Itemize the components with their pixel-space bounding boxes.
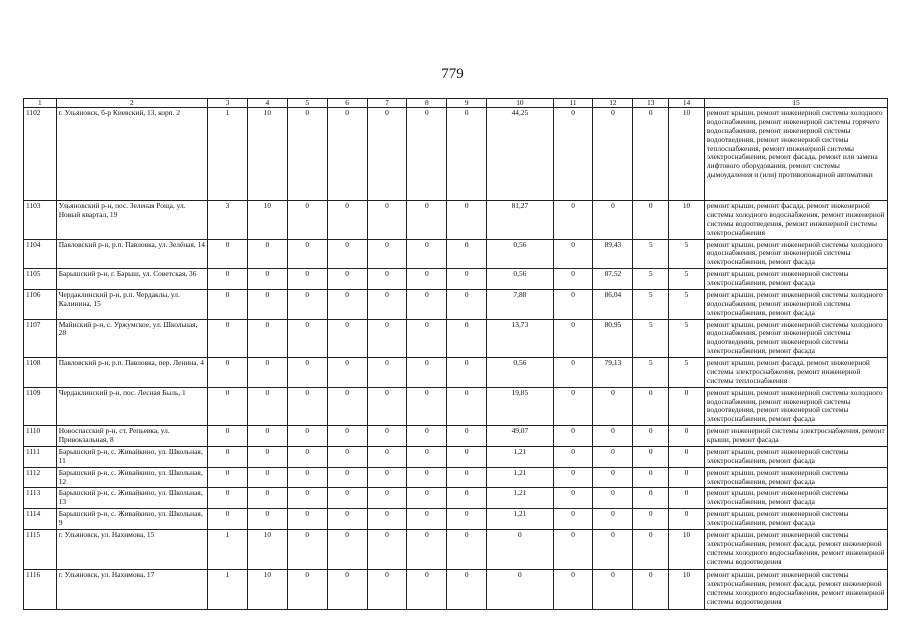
cell-value: 13,73 xyxy=(487,319,553,358)
cell-value: 0 xyxy=(447,201,487,240)
cell-works: ремонт инженерной системы электроснабжения, ремонт крыши, ремонт фасада xyxy=(704,426,887,447)
cell-address: Барышский р-н, с. Живайкино, ул. Школьная, 9 xyxy=(56,509,207,530)
cell-value: 0 xyxy=(327,387,367,426)
cell-value: 0 xyxy=(367,108,407,201)
cell-works: ремонт крыши, ремонт инженерной системы электроснабжения, ремонт фасада, ремонт инженерной системы холодного водоснабжения, ремонт инженерной системы водоотведения xyxy=(704,529,887,569)
cell-value: 80,95 xyxy=(593,319,633,358)
cell-works: ремонт крыши, ремонт инженерной системы холодного водоснабжения, ремонт инженерной системы водоотведения, ремонт инженерной системы электроснабжения, ремонт фасада xyxy=(704,319,887,358)
cell-address: Майнский р-н, с. Уржумское, ул. Школьная, 28 xyxy=(56,319,207,358)
cell-value: 0 xyxy=(367,387,407,426)
cell-value: 0 xyxy=(287,529,327,569)
cell-address: Барышский р-н, с. Живайкино, ул. Школьная, 13 xyxy=(56,488,207,509)
cell-works: ремонт крыши, ремонт инженерной системы холодного водоснабжения, ремонт инженерной системы горячего водоснабжения, ремонт инженерной системы водоотведения, ремонт инженерной системы теплоснабжения, ремонт инженерной системы электроснабжения, ремонт фасада, ремонт или замена лифтового оборудования, ремонт системы дымоудаления и (или) противопожарной автоматики xyxy=(704,108,887,201)
cell-value: 0 xyxy=(287,488,327,509)
cell-value: 0 xyxy=(327,269,367,290)
cell-value: 0 xyxy=(247,239,287,269)
cell-value: 0 xyxy=(247,319,287,358)
cell-value: 0 xyxy=(367,446,407,467)
cell-value: 3 xyxy=(208,201,248,240)
cell-value: 0 xyxy=(367,358,407,388)
cell-value: 0 xyxy=(287,358,327,388)
cell-value: 0 xyxy=(208,289,248,319)
cell-address: Ульяновский р-н, пос. Зеленая Роща, ул. Новый квартал, 19 xyxy=(56,201,207,240)
cell-value: 0 xyxy=(553,289,593,319)
table-row xyxy=(24,319,888,358)
cell-value: 0 xyxy=(553,358,593,388)
cell-value: 0 xyxy=(553,387,593,426)
cell-value: 87,52 xyxy=(593,269,633,290)
cell-value: 0 xyxy=(327,569,367,609)
cell-value: 0 xyxy=(447,289,487,319)
cell-value: 0 xyxy=(208,239,248,269)
cell-value: 0 xyxy=(593,509,633,530)
cell-value: 0 xyxy=(327,529,367,569)
column-header: 12 xyxy=(593,99,633,108)
cell-works: ремонт крыши, ремонт инженерной системы холодного водоснабжения, ремонт инженерной системы электроснабжения, ремонт фасада xyxy=(704,289,887,319)
cell-value: 81,27 xyxy=(487,201,553,240)
cell-value: 0 xyxy=(327,426,367,447)
cell-value: 0,56 xyxy=(487,358,553,388)
cell-address: г. Ульяновск, б-р Киевский, 13, корп. 2 xyxy=(56,108,207,201)
cell-value: 5 xyxy=(669,358,705,388)
cell-id: 1114 xyxy=(24,509,57,530)
cell-value: 0 xyxy=(553,467,593,488)
cell-value: 0 xyxy=(208,319,248,358)
cell-value: 1,21 xyxy=(487,509,553,530)
cell-id: 1104 xyxy=(24,239,57,269)
table-row xyxy=(24,269,888,290)
cell-id: 1103 xyxy=(24,201,57,240)
header-row xyxy=(24,99,888,108)
cell-value: 5 xyxy=(669,319,705,358)
cell-value: 0 xyxy=(669,446,705,467)
cell-value: 86,04 xyxy=(593,289,633,319)
cell-value: 0 xyxy=(367,509,407,530)
cell-value: 0 xyxy=(208,467,248,488)
cell-value: 10 xyxy=(669,201,705,240)
cell-value: 0 xyxy=(208,269,248,290)
cell-id: 1111 xyxy=(24,446,57,467)
cell-value: 0 xyxy=(247,269,287,290)
cell-value: 0 xyxy=(367,239,407,269)
cell-value: 0 xyxy=(447,319,487,358)
cell-value: 0 xyxy=(327,509,367,530)
cell-value: 0 xyxy=(287,289,327,319)
cell-value: 10 xyxy=(247,108,287,201)
cell-works: ремонт крыши, ремонт инженерной системы электроснабжения, ремонт фасада xyxy=(704,467,887,488)
cell-value: 0 xyxy=(553,426,593,447)
cell-value: 0 xyxy=(553,269,593,290)
cell-value: 0 xyxy=(669,509,705,530)
cell-value: 0 xyxy=(208,387,248,426)
cell-address: Барышский р-н, г. Барыш, ул. Советская, 36 xyxy=(56,269,207,290)
cell-value: 0 xyxy=(633,426,669,447)
table-row xyxy=(24,108,888,201)
cell-value: 0 xyxy=(287,201,327,240)
cell-value: 1,21 xyxy=(487,488,553,509)
cell-value: 0 xyxy=(407,289,447,319)
cell-value: 5 xyxy=(633,269,669,290)
cell-value: 0 xyxy=(327,488,367,509)
cell-value: 0 xyxy=(553,488,593,509)
cell-address: г. Ульяновск, ул. Нахимова, 17 xyxy=(56,569,207,609)
cell-value: 0 xyxy=(407,387,447,426)
cell-works: ремонт крыши, ремонт инженерной системы холодного водоснабжения, ремонт инженерной системы электроснабжения, ремонт фасада xyxy=(704,239,887,269)
cell-value: 0 xyxy=(447,509,487,530)
cell-value: 0 xyxy=(327,446,367,467)
cell-value: 0 xyxy=(247,509,287,530)
column-header: 5 xyxy=(287,99,327,108)
cell-value: 0 xyxy=(208,426,248,447)
cell-value: 0 xyxy=(447,569,487,609)
column-header: 8 xyxy=(407,99,447,108)
cell-id: 1108 xyxy=(24,358,57,388)
cell-value: 0 xyxy=(633,488,669,509)
cell-value: 0 xyxy=(447,387,487,426)
cell-value: 0 xyxy=(247,467,287,488)
cell-value: 0 xyxy=(407,488,447,509)
table-body xyxy=(24,108,888,610)
table-row xyxy=(24,426,888,447)
cell-value: 19,85 xyxy=(487,387,553,426)
cell-value: 0 xyxy=(327,108,367,201)
cell-value: 79,13 xyxy=(593,358,633,388)
cell-value: 0 xyxy=(247,426,287,447)
cell-value: 0 xyxy=(287,467,327,488)
cell-value: 0 xyxy=(447,467,487,488)
cell-value: 0 xyxy=(407,239,447,269)
cell-value: 5 xyxy=(633,289,669,319)
table-row xyxy=(24,446,888,467)
cell-value: 0 xyxy=(287,319,327,358)
cell-value: 0 xyxy=(593,467,633,488)
cell-value: 0,56 xyxy=(487,269,553,290)
column-header: 3 xyxy=(208,99,248,108)
cell-value: 0 xyxy=(367,319,407,358)
cell-address: Павловский р-н, р.п. Павловка, ул. Зелёная, 14 xyxy=(56,239,207,269)
cell-value: 0 xyxy=(447,239,487,269)
cell-value: 0 xyxy=(407,358,447,388)
cell-value: 0 xyxy=(407,467,447,488)
table-row xyxy=(24,529,888,569)
cell-value: 1 xyxy=(208,108,248,201)
cell-value: 0 xyxy=(327,239,367,269)
cell-value: 0 xyxy=(367,426,407,447)
cell-value: 0 xyxy=(327,289,367,319)
cell-value: 0 xyxy=(593,387,633,426)
cell-value: 0 xyxy=(208,446,248,467)
cell-value: 0 xyxy=(553,201,593,240)
cell-id: 1106 xyxy=(24,289,57,319)
cell-value: 0 xyxy=(633,569,669,609)
cell-value: 0 xyxy=(447,488,487,509)
cell-value: 5 xyxy=(669,289,705,319)
cell-value: 0 xyxy=(487,569,553,609)
cell-value: 1,21 xyxy=(487,446,553,467)
column-header: 11 xyxy=(553,99,593,108)
cell-value: 0 xyxy=(367,488,407,509)
column-header: 10 xyxy=(487,99,553,108)
cell-value: 0 xyxy=(407,529,447,569)
cell-value: 0 xyxy=(553,569,593,609)
cell-value: 0 xyxy=(553,509,593,530)
column-header: 6 xyxy=(327,99,367,108)
cell-address: Барышский р-н, с. Живайкино, ул. Школьная, 11 xyxy=(56,446,207,467)
column-header: 4 xyxy=(247,99,287,108)
cell-value: 10 xyxy=(669,529,705,569)
cell-value: 0 xyxy=(367,201,407,240)
column-header: 7 xyxy=(367,99,407,108)
cell-value: 5 xyxy=(633,358,669,388)
cell-value: 10 xyxy=(669,569,705,609)
cell-value: 0 xyxy=(553,239,593,269)
cell-value: 0 xyxy=(447,446,487,467)
cell-address: г. Ульяновск, ул. Нахимова, 15 xyxy=(56,529,207,569)
cell-value: 0 xyxy=(327,319,367,358)
cell-value: 0 xyxy=(447,426,487,447)
cell-value: 10 xyxy=(247,201,287,240)
cell-value: 0 xyxy=(247,358,287,388)
cell-value: 0 xyxy=(367,569,407,609)
cell-address: Новоспасский р-н, ст. Репьевка, ул. Привокзальная, 8 xyxy=(56,426,207,447)
cell-value: 0 xyxy=(367,529,407,569)
cell-value: 0 xyxy=(407,319,447,358)
cell-value: 0 xyxy=(633,509,669,530)
table-row xyxy=(24,358,888,388)
table-row xyxy=(24,509,888,530)
cell-value: 0 xyxy=(208,488,248,509)
cell-address: Павловский р-н, р.п. Павловка, пер. Ленина, 4 xyxy=(56,358,207,388)
cell-value: 0 xyxy=(407,201,447,240)
cell-value: 0 xyxy=(367,269,407,290)
cell-works: ремонт крыши, ремонт инженерной системы электроснабжения, ремонт фасада xyxy=(704,446,887,467)
cell-value: 0 xyxy=(593,108,633,201)
cell-value: 0 xyxy=(367,467,407,488)
register-table xyxy=(23,98,888,610)
cell-value: 0 xyxy=(327,201,367,240)
cell-value: 44,25 xyxy=(487,108,553,201)
cell-works: ремонт крыши, ремонт фасада, ремонт инженерной системы электроснабжения, ремонт инженерной системы теплоснабжения xyxy=(704,358,887,388)
cell-value: 0 xyxy=(593,529,633,569)
cell-value: 0 xyxy=(553,446,593,467)
column-header: 15 xyxy=(704,99,887,108)
cell-value: 0 xyxy=(407,269,447,290)
cell-id: 1102 xyxy=(24,108,57,201)
cell-value: 0 xyxy=(669,467,705,488)
cell-value: 49,07 xyxy=(487,426,553,447)
cell-value: 0 xyxy=(407,509,447,530)
cell-value: 0 xyxy=(633,201,669,240)
table-row xyxy=(24,387,888,426)
cell-value: 0 xyxy=(593,426,633,447)
cell-value: 0 xyxy=(593,201,633,240)
cell-value: 10 xyxy=(669,108,705,201)
cell-works: ремонт крыши, ремонт фасада, ремонт инженерной системы холодного водоснабжения, ремонт инженерной системы водоотведения, ремонт инженерной системы электроснабжения xyxy=(704,201,887,240)
cell-value: 0 xyxy=(633,529,669,569)
cell-value: 0 xyxy=(633,108,669,201)
cell-value: 1 xyxy=(208,529,248,569)
cell-works: ремонт крыши, ремонт инженерной системы электроснабжения, ремонт фасада xyxy=(704,269,887,290)
cell-works: ремонт крыши, ремонт инженерной системы электроснабжения, ремонт фасада xyxy=(704,488,887,509)
cell-value: 0 xyxy=(593,446,633,467)
cell-value: 0 xyxy=(633,387,669,426)
cell-value: 10 xyxy=(247,569,287,609)
cell-value: 0 xyxy=(287,387,327,426)
table-row xyxy=(24,488,888,509)
cell-value: 0 xyxy=(287,509,327,530)
cell-value: 0,56 xyxy=(487,239,553,269)
cell-id: 1113 xyxy=(24,488,57,509)
column-header: 1 xyxy=(24,99,57,108)
cell-value: 0 xyxy=(208,509,248,530)
cell-value: 0 xyxy=(447,358,487,388)
cell-value: 0 xyxy=(633,446,669,467)
column-header: 2 xyxy=(56,99,207,108)
cell-value: 5 xyxy=(669,239,705,269)
cell-value: 0 xyxy=(367,289,407,319)
cell-address: Чердаклинский р-н, пос. Лесная Быль, 1 xyxy=(56,387,207,426)
cell-works: ремонт крыши, ремонт инженерной системы холодного водоснабжения, ремонт инженерной системы водоотведения, ремонт инженерной системы электроснабжения, ремонт фасада xyxy=(704,387,887,426)
cell-value: 0 xyxy=(669,387,705,426)
cell-value: 1,21 xyxy=(487,467,553,488)
cell-value: 0 xyxy=(327,467,367,488)
cell-id: 1107 xyxy=(24,319,57,358)
table-row xyxy=(24,289,888,319)
cell-value: 0 xyxy=(447,269,487,290)
cell-value: 0 xyxy=(327,358,367,388)
table-row xyxy=(24,201,888,240)
cell-value: 7,88 xyxy=(487,289,553,319)
cell-address: Барышский р-н, с. Живайкино, ул. Школьная, 12 xyxy=(56,467,207,488)
cell-value: 0 xyxy=(287,446,327,467)
cell-value: 0 xyxy=(407,108,447,201)
cell-value: 0 xyxy=(247,488,287,509)
column-header: 9 xyxy=(447,99,487,108)
column-header: 13 xyxy=(633,99,669,108)
cell-value: 0 xyxy=(287,108,327,201)
cell-value: 0 xyxy=(553,529,593,569)
cell-value: 0 xyxy=(553,108,593,201)
cell-value: 0 xyxy=(669,426,705,447)
cell-value: 5 xyxy=(633,319,669,358)
cell-value: 0 xyxy=(407,446,447,467)
cell-value: 89,43 xyxy=(593,239,633,269)
cell-value: 0 xyxy=(247,289,287,319)
cell-value: 0 xyxy=(287,569,327,609)
cell-value: 0 xyxy=(447,108,487,201)
cell-id: 1112 xyxy=(24,467,57,488)
cell-value: 0 xyxy=(208,358,248,388)
cell-value: 5 xyxy=(669,269,705,290)
cell-value: 0 xyxy=(287,426,327,447)
cell-value: 0 xyxy=(487,529,553,569)
table-row xyxy=(24,239,888,269)
cell-value: 0 xyxy=(247,446,287,467)
cell-value: 0 xyxy=(633,467,669,488)
cell-value: 0 xyxy=(407,426,447,447)
cell-id: 1116 xyxy=(24,569,57,609)
cell-value: 0 xyxy=(553,319,593,358)
cell-works: ремонт крыши, ремонт инженерной системы электроснабжения, ремонт фасада, ремонт инженерной системы холодного водоснабжения, ремонт инженерной системы водоотведения xyxy=(704,569,887,609)
cell-value: 5 xyxy=(633,239,669,269)
cell-value: 0 xyxy=(287,239,327,269)
cell-address: Чердаклинский р-н, р.п. Чердаклы, ул. Калинина, 15 xyxy=(56,289,207,319)
cell-id: 1110 xyxy=(24,426,57,447)
cell-id: 1105 xyxy=(24,269,57,290)
cell-value: 1 xyxy=(208,569,248,609)
cell-value: 0 xyxy=(287,269,327,290)
table-row xyxy=(24,569,888,609)
cell-works: ремонт крыши, ремонт инженерной системы электроснабжения, ремонт фасада xyxy=(704,509,887,530)
cell-value: 0 xyxy=(669,488,705,509)
cell-value: 0 xyxy=(407,569,447,609)
cell-id: 1109 xyxy=(24,387,57,426)
cell-id: 1115 xyxy=(24,529,57,569)
table-row xyxy=(24,467,888,488)
column-header: 14 xyxy=(669,99,705,108)
cell-value: 0 xyxy=(247,387,287,426)
cell-value: 10 xyxy=(247,529,287,569)
page-number: 779 xyxy=(441,66,464,82)
cell-value: 0 xyxy=(593,488,633,509)
cell-value: 0 xyxy=(593,569,633,609)
cell-value: 0 xyxy=(447,529,487,569)
